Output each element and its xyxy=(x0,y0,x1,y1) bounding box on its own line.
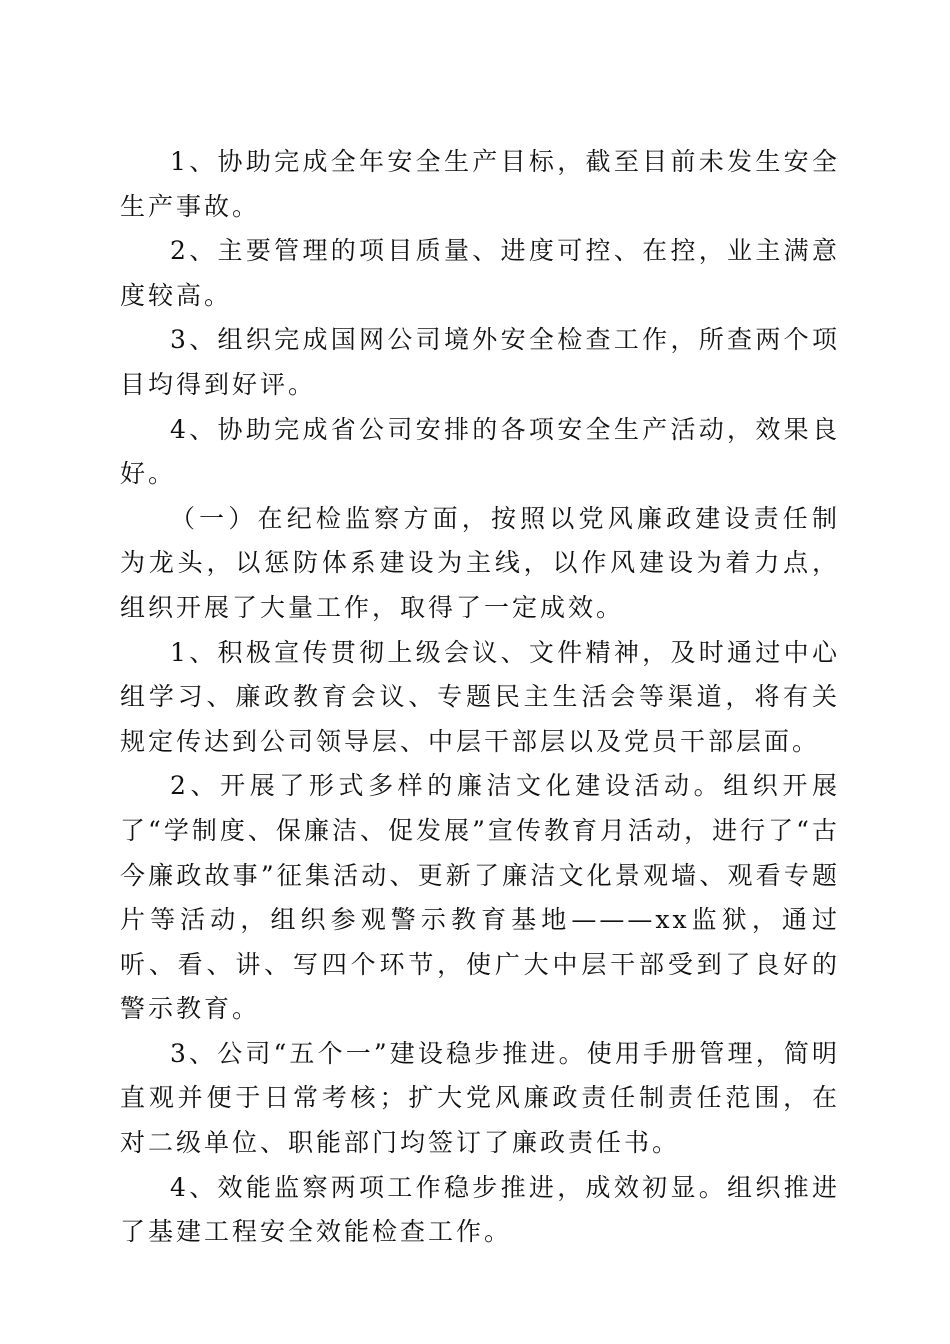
document-body xyxy=(120,140,840,1255)
paragraph-integrity-culture: 2、开展了形式多样的廉洁文化建设活动。组织开展了“学制度、保廉洁、促发展”宣传教育月活动，进行了“古今廉政故事”征集活动、更新了廉洁文化景观墙、观看专题片等活动，组织参观警示教育基地———xx监狱，通过听、看、讲、写四个环节，使广大中层干部受到了良好的警示教育。 xyxy=(120,771,840,1024)
paragraph-provincial-activities: 4、协助完成省公司安排的各项安全生产活动，效果良好。 xyxy=(120,414,840,489)
paragraph-safety-target: 1、协助完成全年安全生产目标，截至目前未发生安全生产事故。 xyxy=(120,147,840,221)
paragraph-project-quality: 2、主要管理的项目质量、进度可控、在控，业主满意度较高。 xyxy=(120,236,840,310)
paragraph-overseas-inspection: 3、组织完成国网公司境外安全检查工作，所查两个项目均得到好评。 xyxy=(120,325,840,399)
paragraph-publicity: 1、积极宣传贯彻上级会议、文件精神，及时通过中心组学习、廉政教育会议、专题民主生活会等渠道，将有关规定传达到公司领导层、中层干部层以及党员干部层面。 xyxy=(120,637,840,756)
paragraph-five-ones: 3、公司“五个一”建设稳步推进。使用手册管理，简明直观并便于日常考核；扩大党风廉政责任制责任范围，在对二级单位、职能部门均签订了廉政责任书。 xyxy=(120,1038,840,1158)
paragraph-efficiency-supervision: 4、效能监察两项工作稳步推进，成效初显。组织推进了基建工程安全效能检查工作。 xyxy=(120,1172,840,1247)
paragraph-discipline-section: （一）在纪检监察方面，按照以党风廉政建设责任制为龙头，以惩防体系建设为主线，以作风建设为着力点，组织开展了大量工作，取得了一定成效。 xyxy=(120,503,840,622)
